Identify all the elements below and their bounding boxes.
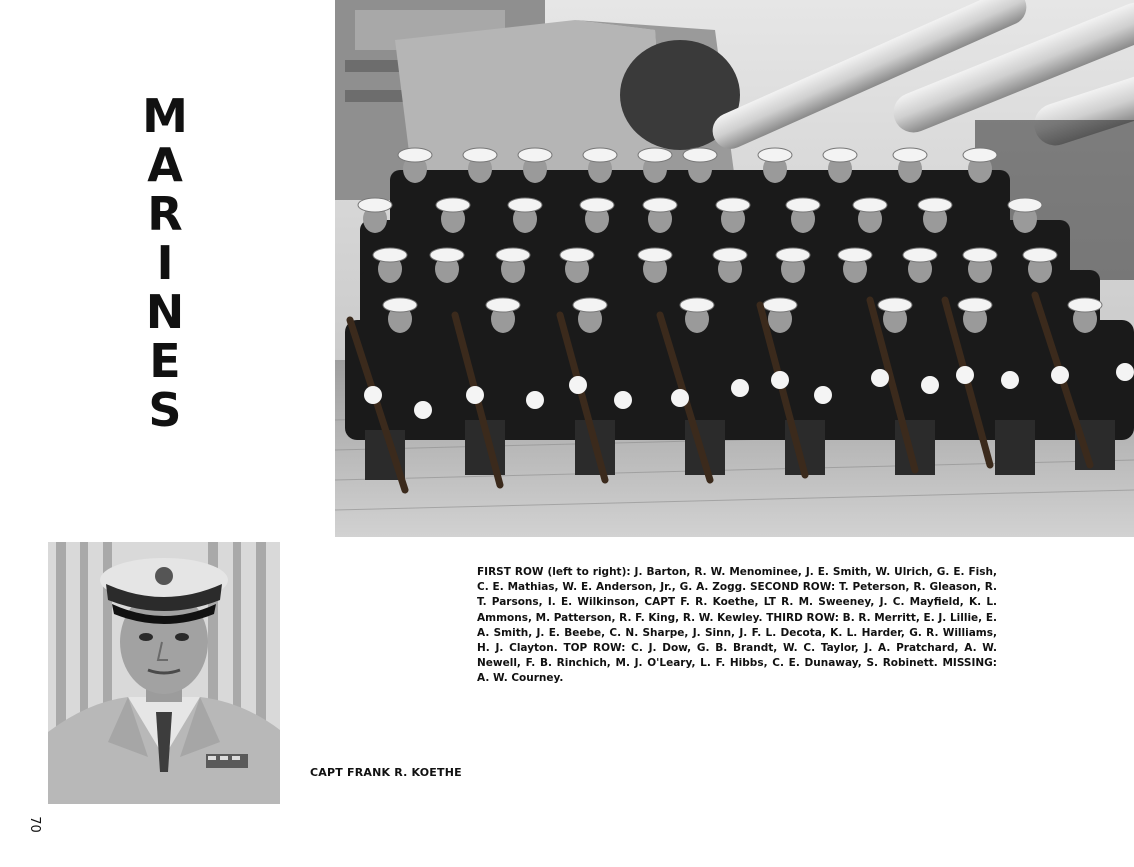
marine-cap [463, 148, 497, 162]
marine-cap [430, 248, 464, 262]
portrait-photo [48, 542, 280, 804]
page-number: 70 [26, 816, 42, 833]
marine-cap [763, 298, 797, 312]
marine-cap [838, 248, 872, 262]
marine-cap [878, 298, 912, 312]
marine-cap [573, 298, 607, 312]
marine-cap [638, 248, 672, 262]
marine-cap [580, 198, 614, 212]
marine-cap [786, 198, 820, 212]
marine-cap [583, 148, 617, 162]
title-letter: R [147, 187, 183, 241]
marine-cap [823, 148, 857, 162]
marine-cap [638, 148, 672, 162]
marine-cap [716, 198, 750, 212]
title-letter: N [145, 285, 185, 339]
marine-cap [560, 248, 594, 262]
title-letter: A [147, 138, 183, 192]
marine-cap [373, 248, 407, 262]
marine-cap [758, 148, 792, 162]
marine-cap [683, 148, 717, 162]
marine-cap [1008, 198, 1042, 212]
marine-cap [508, 198, 542, 212]
marine-cap [398, 148, 432, 162]
marine-cap [958, 298, 992, 312]
portrait-image [48, 542, 280, 804]
marine-cap [776, 248, 810, 262]
marine-cap [853, 198, 887, 212]
title-letter: S [148, 383, 182, 437]
marine-cap [713, 248, 747, 262]
marine-cap [963, 248, 997, 262]
marine-cap [496, 248, 530, 262]
group-photo [335, 0, 1134, 537]
roster-caption: FIRST ROW (left to right): J. Barton, R. W. Menominee, J. E. Smith, W. Ulrich, G. E. Fish, C. E. Mathias, W. E. Anderson, Jr., G. A. Zogg. SECOND ROW: T. Peterson, R. Gleason, R. T. Parsons, I. E. Wilkinson, CAPT F. R. Koethe, LT R. M. Sweeney, J. C. Mayfield, K. L. Ammons, M. Patterson, R. F. King, R. W. Kewley. THIRD ROW: B. R. Merritt, E. J. Lillie, E. A. Smith, J. E. Beebe, C. N. Sharpe, J. Sinn, J. F. L. Decota, K. L. Harder, G. R. Williams, H. J. Clayton. TOP ROW: C. J. Dow, G. B. Brandt, W. C. Taylor, J. A. Pratchard, A. W. Newell, F. B. Rinchich, M. J. O'Leary, L. F. Hibbs, C. E. Dunaway, S. Robinett. MISSING: A. W. Courney. [477, 566, 997, 685]
marine-cap [903, 248, 937, 262]
page-title [140, 89, 190, 437]
marine-cap [1023, 248, 1057, 262]
title-letter: I [156, 236, 174, 290]
portrait-caption: CAPT FRANK R. KOETHE [310, 766, 462, 779]
marine-cap [383, 298, 417, 312]
title-letter: E [149, 334, 181, 388]
marine-cap [918, 198, 952, 212]
title-letter: M [142, 89, 188, 143]
marine-cap [436, 198, 470, 212]
marine-cap [680, 298, 714, 312]
marine-cap [643, 198, 677, 212]
marine-cap [486, 298, 520, 312]
marine-cap [1068, 298, 1102, 312]
marine-cap [518, 148, 552, 162]
marine-cap [358, 198, 392, 212]
marine-cap [963, 148, 997, 162]
marine-cap [893, 148, 927, 162]
group-photo-image [335, 0, 1134, 537]
